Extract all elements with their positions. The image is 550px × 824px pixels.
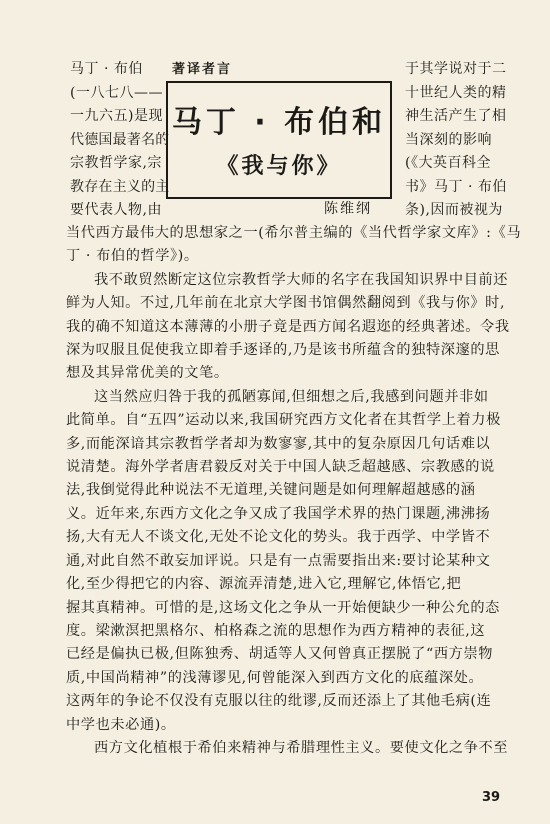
- text-line: 说清楚。海外学者唐君毅反对关于中国人缺乏超越感、宗教感的说: [66, 459, 495, 476]
- text-line: 握其真精神。可惜的是,这场文化之争从一开始便缺少一种公允的态: [66, 599, 500, 616]
- text-line: 化,至少得把它的内容、源流弄清楚,进入它,理解它,体悟它,把: [66, 576, 462, 593]
- text-line: 法,我倒觉得此种说法不无道理,关键问题是如何理解超越感的涵: [66, 482, 476, 499]
- text-line: 通,对此自然不敢妄加评说。只是有一点需要指出来:要讨论某种文: [66, 552, 491, 569]
- text-line: 义。近年来,东西方文化之争又成了我国学术界的热门课题,沸沸扬: [66, 505, 491, 522]
- text-line: 条),因而被视为: [405, 202, 503, 218]
- text-line: 当深刻的影响: [405, 131, 492, 148]
- title-box: [166, 81, 392, 199]
- text-line: 一九六五)是现: [70, 108, 163, 124]
- text-line: 度。梁漱溟把黑格尔、柏格森之流的思想作为西方精神的表征,这: [66, 622, 486, 639]
- text-line: 这两年的争论不仅没有克服以往的纰谬,反而还添上了其他毛病(连: [66, 693, 492, 710]
- text-line: 丁 · 布伯的哲学》)。: [66, 248, 199, 265]
- text-line: 质,中国尚精神”的浅薄谬见,何曾能深入到西方文化的底蕴深处。: [66, 669, 484, 686]
- text-line: 于其学说对于二: [405, 61, 507, 77]
- text-line: 神生活产生了相: [405, 108, 507, 124]
- text-line: 马丁 · 布伯: [70, 61, 143, 77]
- text-line: 代德国最著名的: [70, 131, 170, 148]
- text-line: 中学也未必通)。: [66, 716, 176, 733]
- left-column-text: [70, 58, 170, 223]
- text-line: 西方文化植根于希伯来精神与希腊理性主义。要使文化之争不至: [94, 739, 509, 756]
- text-line: 想及其异常优美的文笔。: [66, 365, 229, 382]
- text-line: 我不敢贸然断定这位宗教哲学大师的名字在我国知识界中目前还: [94, 271, 509, 288]
- text-line: 此简单。自“五四”运动以来,我国研究西方文化者在其哲学上着力极: [66, 412, 501, 429]
- author-name: 陈维纲: [324, 201, 372, 217]
- text-line: 多,而能深谙其宗教哲学者却为数寥寥,其中的复杂原因几句话难以: [66, 435, 491, 452]
- text-line: 书》马丁 · 布伯: [405, 178, 507, 195]
- text-line: (《大英百科全: [405, 155, 491, 171]
- text-line: 这当然应归咎于我的孤陋寡闻,但细想之后,我感到问题并非如: [94, 388, 489, 405]
- text-line: 要代表人物,由: [70, 202, 162, 218]
- article-title: 马丁 · 布伯和: [171, 105, 387, 140]
- right-column-text: [405, 58, 530, 223]
- text-line: 宗教哲学家,宗: [70, 155, 162, 171]
- body-text: [66, 222, 534, 760]
- text-line: 深为叹服且促使我立即着手逐译的,乃是该书所蕴含的独特深邃的思: [66, 342, 500, 359]
- column-tag: 著译者言: [172, 62, 233, 77]
- page-number: 39: [482, 790, 501, 805]
- text-line: 已经是偏执已极,但陈独秀、胡适等人又何曾真正摆脱了“西方崇物: [66, 646, 494, 663]
- text-line: 我的确不知道这本薄薄的小册子竟是西方闻名遐迩的经典著述。令我: [66, 318, 510, 335]
- text-line: 十世纪人类的精: [405, 84, 507, 101]
- text-line: 鲜为人知。不过,几年前在北京大学图书馆偶然翻阅到《我与你》时,: [66, 295, 506, 312]
- text-line: 教存在主义的主: [70, 178, 170, 195]
- text-line: 当代西方最伟大的思想家之一(希尔普主编的《当代哲学家文库》:《马: [66, 225, 522, 241]
- text-line: (一八七八——: [70, 84, 163, 101]
- text-line: 扬,大有无人不谈文化,无处不论文化的势头。我于西学、中学皆不: [66, 529, 491, 546]
- article-subtitle: 《我与你》: [216, 153, 342, 179]
